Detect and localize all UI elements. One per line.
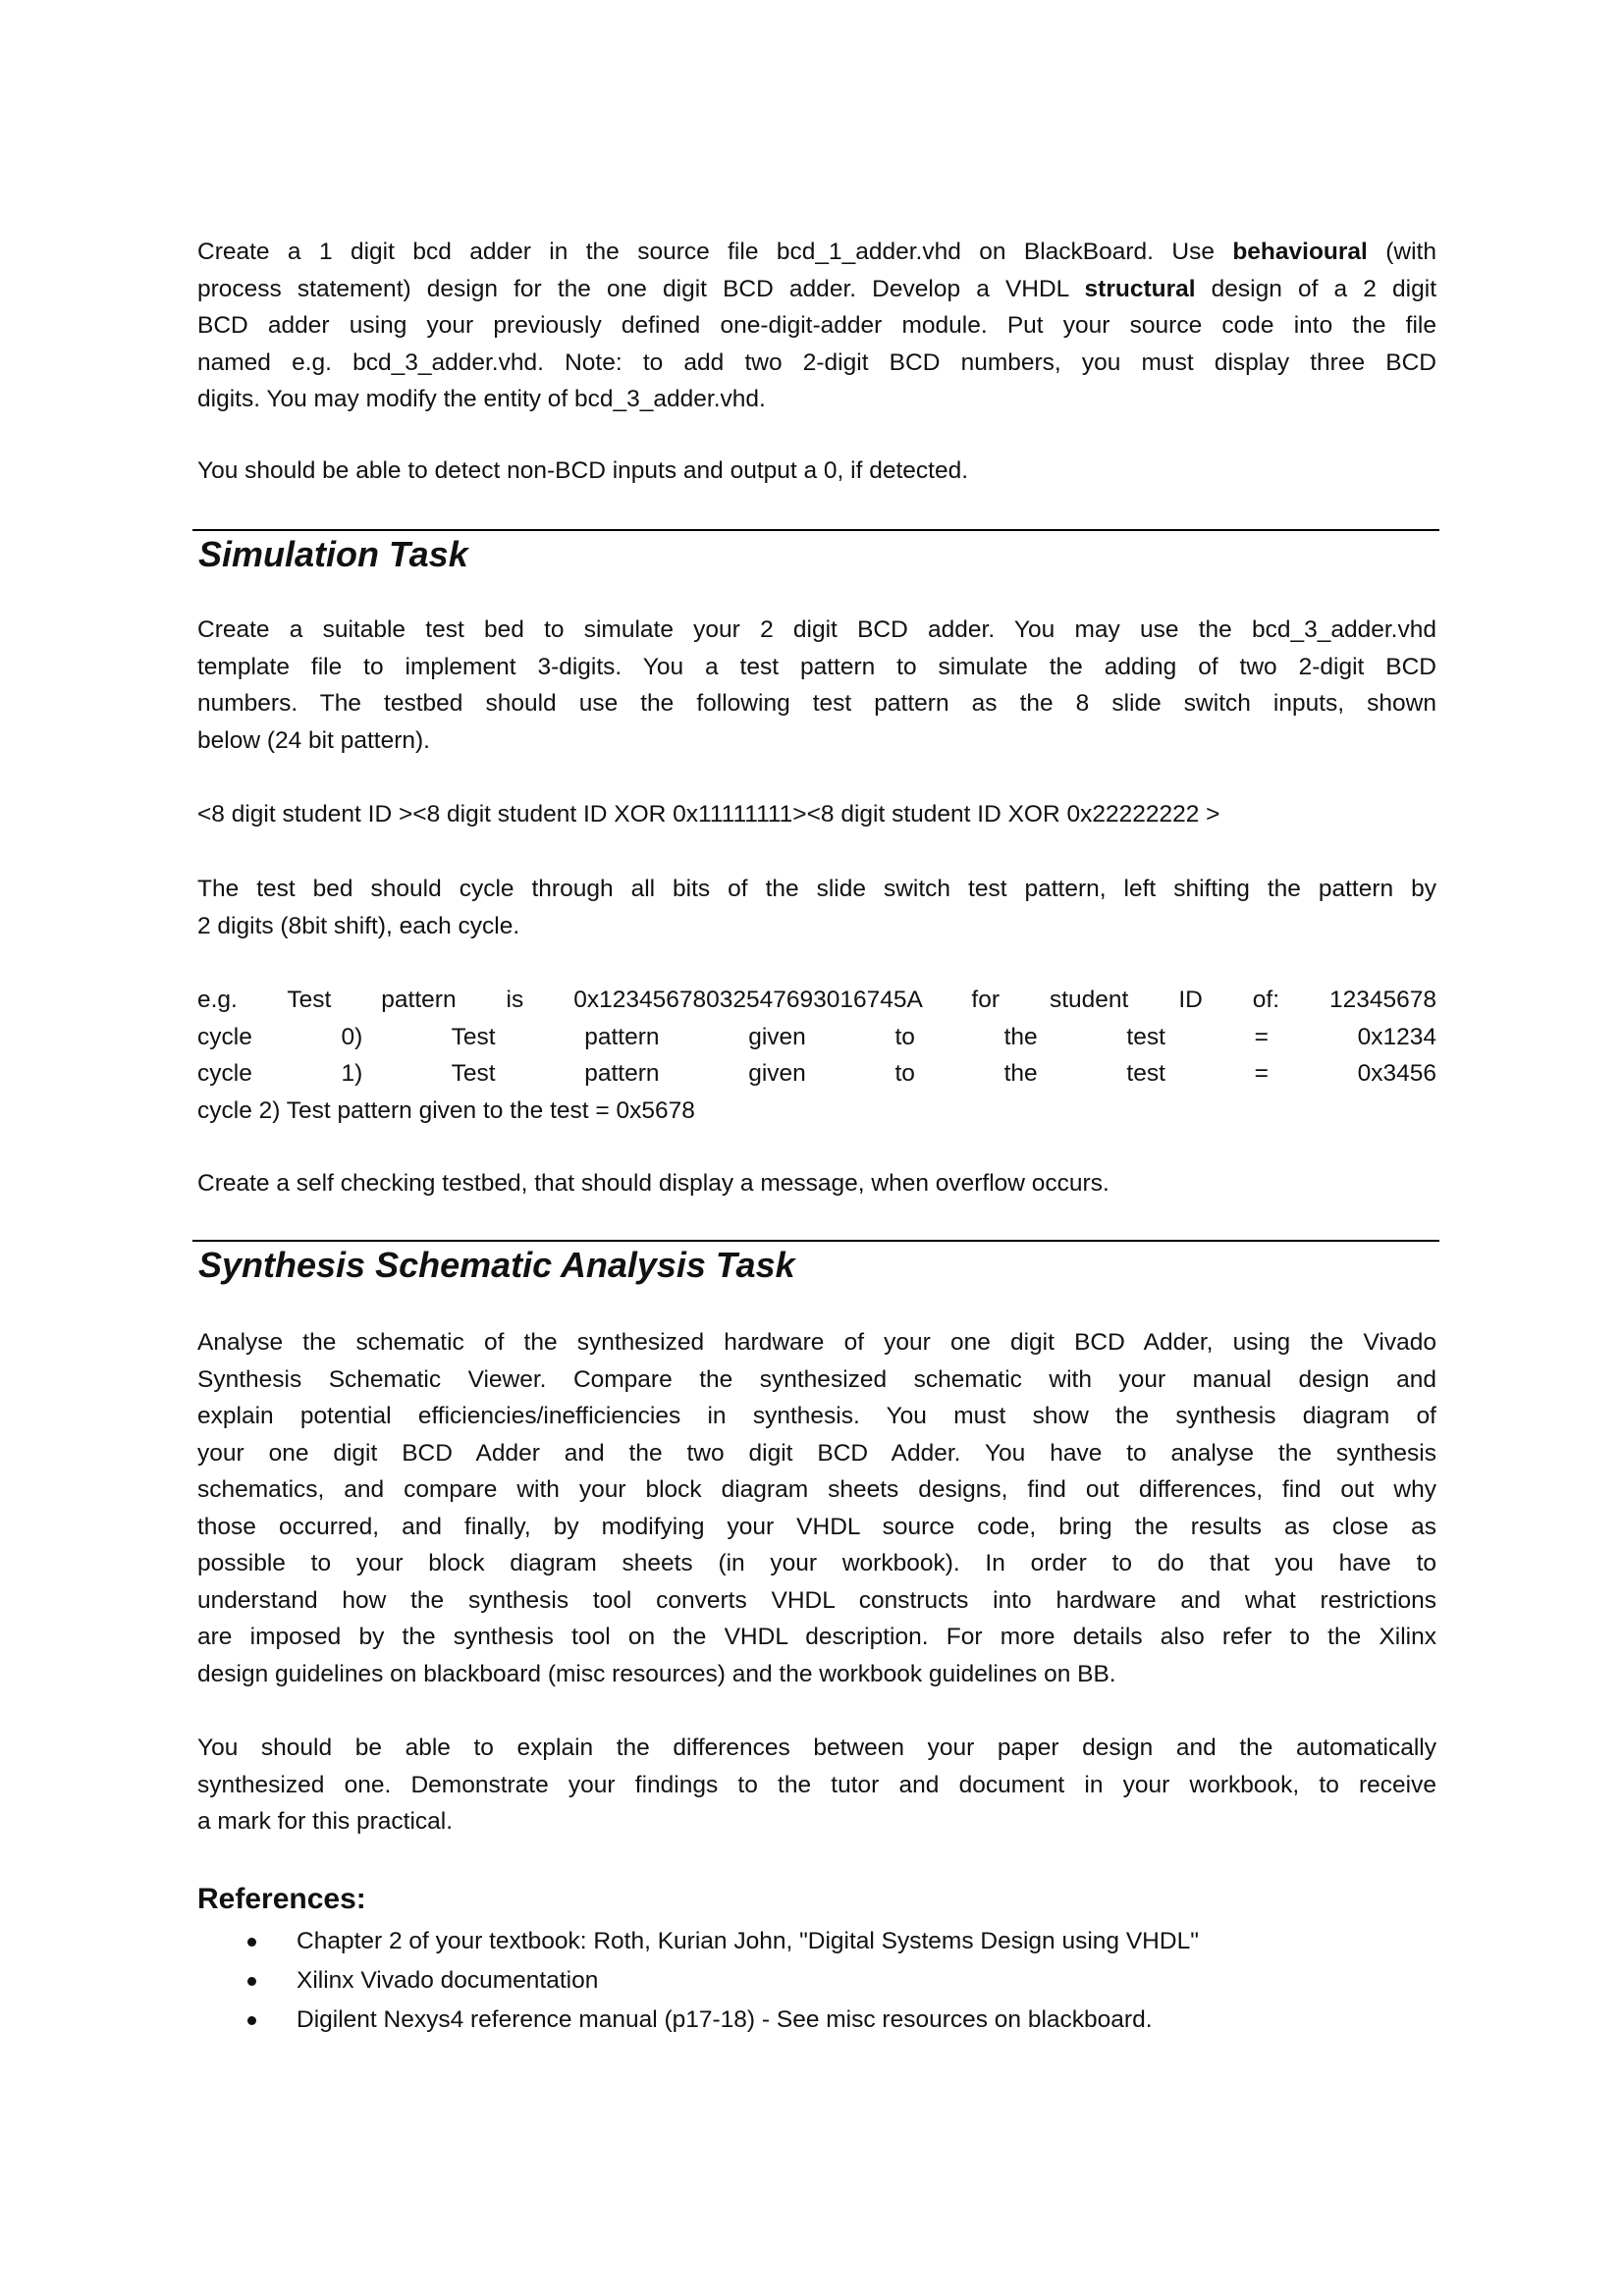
bullet-icon [247, 1977, 256, 1986]
text-segment: e.g. Test pattern is 0x12345678032547693016745A for student ID of: 12345678 [197, 987, 1436, 1013]
text-line [197, 1803, 1436, 1841]
intro-paragraph-2 [197, 453, 1436, 490]
simulation-paragraph-3 [197, 871, 1436, 944]
references-heading: References: [197, 1883, 366, 1915]
text-segment: those occurred, and finally, by modifying your VHDL source code, bring the results as close as [197, 1513, 1436, 1540]
simulation-pattern-format [197, 796, 1436, 833]
text-segment: digits. You may modify the entity of bcd_3_adder.vhd. [197, 386, 766, 412]
text-line [197, 1055, 1436, 1093]
text-line [197, 1656, 1436, 1693]
text-line [197, 1619, 1436, 1656]
text-segment: (with [1367, 239, 1436, 265]
text-line [197, 1165, 1436, 1202]
text-line [197, 345, 1436, 382]
text-segment: <8 digit student ID ><8 digit student ID XOR 0x11111111><8 digit student ID XOR 0x22222222 > [197, 801, 1220, 828]
text-line [197, 1545, 1436, 1582]
text-line [197, 1398, 1436, 1435]
text-segment: template file to implement 3-digits. You a test pattern to simulate the adding of two 2-digit BCD [197, 653, 1436, 680]
text-line [197, 1362, 1436, 1399]
text-segment: below (24 bit pattern). [197, 726, 430, 754]
text-line [197, 871, 1436, 908]
text-segment: possible to your block diagram sheets (in your workbook). In order to do that you have to [197, 1550, 1436, 1576]
text-segment: design of a 2 digit [1195, 275, 1437, 302]
text-segment: You should be able to detect non-BCD inputs and output a 0, if detected. [197, 457, 969, 484]
text-line [197, 796, 1436, 833]
text-segment: a mark for this practical. [197, 1808, 454, 1835]
text-segment: BCD adder using your previously defined one-digit-adder module. Put your source code into the file [197, 312, 1436, 339]
text-line [197, 271, 1436, 308]
text-line [197, 982, 1436, 1019]
text-segment: cycle 2) Test pattern given to the test = 0x5678 [197, 1096, 695, 1124]
bold-text: behavioural [1232, 239, 1368, 265]
text-line [197, 1730, 1436, 1767]
text-segment: schematics, and compare with your block diagram sheets designs, find out differences, find out why [197, 1476, 1436, 1503]
text-line [197, 234, 1436, 271]
intro-paragraph-1 [197, 234, 1436, 418]
text-segment: Create a 1 digit bcd adder in the source file bcd_1_adder.vhd on BlackBoard. Use [197, 239, 1233, 265]
text-line [197, 908, 1436, 945]
text-segment: The test bed should cycle through all bits of the slide switch test pattern, left shifting the pattern by [197, 876, 1436, 902]
text-line [197, 685, 1436, 722]
text-segment: your one digit BCD Adder and the two digit BCD Adder. You have to analyse the synthesis [197, 1439, 1436, 1467]
text-segment: synthesized one. Demonstrate your findings to the tutor and document in your workbook, to receive [197, 1771, 1436, 1798]
text-line [197, 612, 1436, 649]
text-segment: design guidelines on blackboard (misc resources) and the workbook guidelines on BB. [197, 1660, 1116, 1687]
text-line [197, 722, 1436, 760]
text-line [197, 453, 1436, 490]
text-line [197, 1509, 1436, 1546]
text-line [197, 649, 1436, 686]
bold-text: structural [1084, 275, 1196, 302]
text-segment: explain potential efficiencies/inefficiencies in synthesis. You must show the synthesis diagram of [197, 1403, 1436, 1429]
text-line [197, 1767, 1436, 1804]
simulation-paragraph-1 [197, 612, 1436, 759]
text-segment: Synthesis Schematic Viewer. Compare the synthesized schematic with your manual design and [197, 1365, 1436, 1393]
text-line [197, 307, 1436, 345]
text-segment: process statement) design for the one digit BCD adder. Develop a VHDL [197, 275, 1085, 302]
text-segment: named e.g. bcd_3_adder.vhd. Note: to add two 2-digit BCD numbers, you must display three BCD [197, 348, 1436, 376]
text-line [197, 1435, 1436, 1472]
synthesis-paragraph-2 [197, 1730, 1436, 1841]
simulation-heading: Simulation Task [198, 534, 468, 574]
text-segment: Create a suitable test bed to simulate your 2 digit BCD adder. You may use the bcd_3_adder.vhd [197, 616, 1436, 643]
text-segment: understand how the synthesis tool converts VHDL constructs into hardware and what restrictions [197, 1586, 1436, 1614]
text-segment: 2 digits (8bit shift), each cycle. [197, 912, 520, 939]
text-segment: Analyse the schematic of the synthesized hardware of your one digit BCD Adder, using the Vivado [197, 1329, 1436, 1356]
bullet-icon [247, 1938, 256, 1947]
simulation-example [197, 982, 1436, 1129]
text-segment: cycle 0) Test pattern given to the test = 0x1234 [197, 1023, 1436, 1050]
text-segment: numbers. The testbed should use the following test pattern as the 8 slide switch inputs, shown [197, 690, 1436, 717]
text-segment: are imposed by the synthesis tool on the VHDL description. For more details also refer to the Xilinx [197, 1624, 1436, 1650]
text-line [197, 1019, 1436, 1056]
synthesis-paragraph-1 [197, 1324, 1436, 1692]
text-line [197, 1093, 1436, 1130]
text-line [197, 1471, 1436, 1509]
text-segment: Create a self checking testbed, that should display a message, when overflow occurs. [197, 1170, 1109, 1197]
synthesis-heading: Synthesis Schematic Analysis Task [198, 1245, 795, 1285]
text-segment: cycle 1) Test pattern given to the test = 0x3456 [197, 1060, 1436, 1087]
text-line [197, 381, 1436, 418]
simulation-paragraph-5 [197, 1165, 1436, 1202]
text-line [197, 1324, 1436, 1362]
text-line [197, 1582, 1436, 1620]
bullet-icon [247, 2016, 256, 2025]
text-segment: You should be able to explain the differences between your paper design and the automatically [197, 1735, 1436, 1761]
